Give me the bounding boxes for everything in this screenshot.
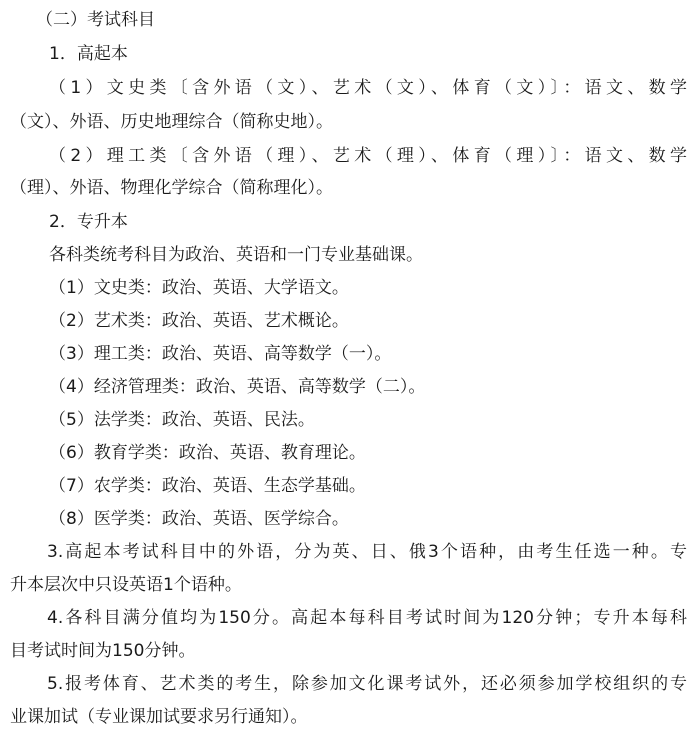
note4-line2: 目考试时间为150分钟。 xyxy=(10,641,196,661)
note4-line1: 4.各科目满分值均为150分。高起本每科目考试时间为120分钟；专升本每科 xyxy=(47,608,687,628)
list-item: （3）理工类：政治、英语、高等数学（一）。 xyxy=(49,344,392,364)
list-item: （6）教育学类：政治、英语、教育理论。 xyxy=(49,443,366,463)
list-item: （4）经济管理类：政治、英语、高等数学（二）。 xyxy=(49,377,426,397)
part1-item1-line1: （1）文史类〔含外语（文）、艺术（文）、体育（文）〕：语文、数学 xyxy=(49,78,687,98)
part1-item2-line2: （理）、外语、物理化学综合（简称理化）。 xyxy=(10,178,333,198)
list-item: （5）法学类：政治、英语、民法。 xyxy=(49,410,315,430)
note5-line1: 5.报考体育、艺术类的考生，除参加文化课考试外，还必须参加学校组织的专 xyxy=(47,674,687,694)
part1-heading: 1．高起本 xyxy=(49,44,128,64)
list-item: （2）艺术类：政治、英语、艺术概论。 xyxy=(49,311,349,331)
note3-line2: 升本层次中只设英语1个语种。 xyxy=(10,575,242,595)
list-item: （1）文史类：政治、英语、大学语文。 xyxy=(49,278,349,298)
note5-line2: 业课加试（专业课加试要求另行通知）。 xyxy=(10,707,308,727)
part1-item2-line1: （2）理工类〔含外语（理）、艺术（理）、体育（理）〕：语文、数学 xyxy=(49,146,687,166)
section-heading: （二）考试科目 xyxy=(36,10,155,30)
part2-intro: 各科类统考科目为政治、英语和一门专业基础课。 xyxy=(49,245,423,265)
note3-line1: 3.高起本考试科目中的外语，分为英、日、俄3个语种，由考生任选一种。专 xyxy=(47,542,687,562)
part1-item1-line2: （文）、外语、历史地理综合（简称史地）。 xyxy=(10,112,333,132)
part2-heading: 2．专升本 xyxy=(49,212,128,232)
list-item: （7）农学类：政治、英语、生态学基础。 xyxy=(49,476,366,496)
list-item: （8）医学类：政治、英语、医学综合。 xyxy=(49,509,349,529)
